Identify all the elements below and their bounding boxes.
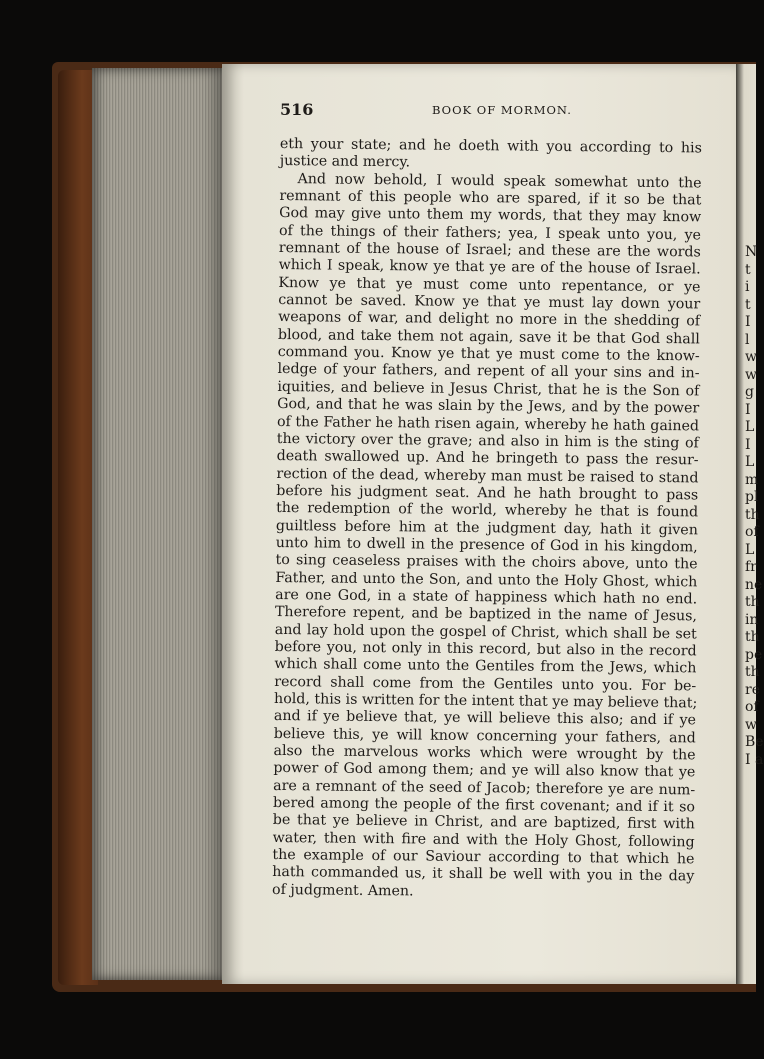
text-line: are one God, in a state of happiness which hath no end. <box>275 586 698 608</box>
text-line: the redemption of the world, whereby he that is found <box>276 500 699 521</box>
text-line: and if ye believe that, ye will believe this also; and if ye <box>273 708 696 729</box>
text-line: of judgment. Amen. <box>272 881 414 900</box>
text-line: bered among the people of the first covenant; and if it so <box>272 795 696 816</box>
text-line: and lay hold upon the gospel of Christ, which shall be set <box>274 621 697 643</box>
text-line: justice and mercy. <box>279 153 411 171</box>
text-line: also the marvelous works which were wrought by the <box>273 742 696 764</box>
body-text <box>272 136 702 904</box>
text-line: are a remnant of the seed of Jacob; therefore ye are num- <box>273 777 696 799</box>
text-line: remnant of this people who are spared, if it so be that <box>279 188 702 209</box>
text-line: rection of the dead, whereby man must be raised to stand <box>276 465 699 486</box>
page-block-edges <box>92 68 224 980</box>
text-line: to sing ceaseless praises with the choirs above, unto the <box>275 552 698 573</box>
text-line: God, and that he was slain by the Jews, and by the power <box>277 396 700 417</box>
text-line: death swallowed up. And he bringeth to pass the resur- <box>276 448 699 469</box>
text-line: God may give unto them my words, that they may know <box>279 205 702 226</box>
text-line: before you, not only in this record, but also in the record <box>274 638 697 660</box>
page-number: 516 <box>280 100 314 119</box>
text-line: Therefore repent, and be baptized in the name of Jesus, <box>274 604 698 625</box>
text-line: of the Father he hath risen again, whereby he hath gained <box>276 413 700 434</box>
running-title: BOOK OF MORMON. <box>432 103 572 117</box>
text-line: hath commanded us, it shall be well with you in the day <box>272 864 695 885</box>
text-line: before his judgment seat. And he hath brought to pass <box>276 482 699 504</box>
text-line: command you. Know ye that ye must come to the know- <box>277 344 700 365</box>
text-line: cannot be saved. Know ye that ye must lay down your <box>278 292 701 313</box>
facing-page-fragment: N t i t I l w w g I L I L m pl th of L fr ne th in th pe th re of w Be I a <box>745 244 764 768</box>
text-line: unto him to dwell in the presence of God in his kingdom, <box>275 534 698 556</box>
text-line: water, then with fire and with the Holy Ghost, following <box>272 829 695 851</box>
text-line: the example of our Saviour according to that which he <box>272 847 695 868</box>
text-line: which shall come unto the Gentiles from the Jews, which <box>274 656 697 677</box>
page-header <box>280 100 710 120</box>
text-line: remnant of the house of Israel; and these are the words <box>278 240 701 261</box>
text-line: which I speak, know ye that ye are of the house of Israel. <box>278 257 701 278</box>
text-line: iquities, and believe in Jesus Christ, that he is the Son of <box>277 378 700 400</box>
text-line: eth your state; and he doeth with you according to his <box>279 136 702 157</box>
text-line: record shall come from the Gentiles unto you. For be- <box>274 673 697 695</box>
text-line: power of God among them; and ye will also know that ye <box>273 760 696 781</box>
facing-page-edge <box>736 64 764 984</box>
text-line: believe this, ye will know concerning your fathers, and <box>273 725 696 747</box>
text-line: guiltless before him at the judgment day, hath it given <box>275 517 698 538</box>
text-line: be that ye believe in Christ, and are baptized, first with <box>272 812 695 833</box>
text-line: Father, and unto the Son, and unto the Holy Ghost, which <box>275 569 698 590</box>
text-line: hold, this is written for the intent that ye may believe that; <box>274 690 698 712</box>
text-line: of the things of their fathers; yea, I speak unto you, ye <box>278 222 702 244</box>
text-line: And now behold, I would speak somewhat unto the <box>297 170 702 192</box>
text-line: Know ye that ye must come unto repentance, or ye <box>278 274 701 296</box>
text-line: weapons of war, and delight no more in the shedding of <box>278 309 701 330</box>
text-line: ledge of your fathers, and repent of all your sins and in- <box>277 361 700 382</box>
text-line: the victory over the grave; and also in him is the sting of <box>276 430 699 452</box>
text-line: blood, and take them not again, save it be that God shall <box>277 326 700 348</box>
